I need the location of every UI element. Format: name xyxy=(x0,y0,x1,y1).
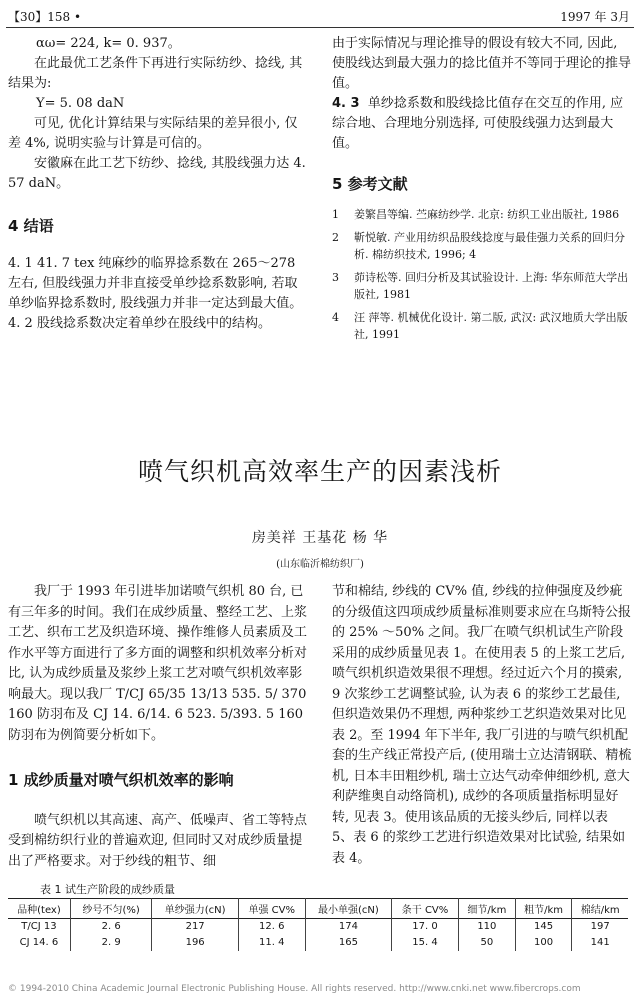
page-header-left: 【30】158 • xyxy=(8,10,82,24)
reference-item xyxy=(332,269,632,303)
table-cell: 145 xyxy=(515,919,572,936)
reference-number: 1 xyxy=(332,208,339,221)
paragraph: 安徽麻在此工艺下纺纱、捻线, 其股线强力达 4. 57 daN。 xyxy=(8,156,306,191)
reference-item xyxy=(332,229,632,263)
section-heading: 1 成纱质量对喷气织机效率的影响 xyxy=(8,771,234,789)
article-title: 喷气织机高效率生产的因素浅析 xyxy=(137,457,502,486)
reference-number: 3 xyxy=(332,271,339,284)
reference-text: 汪 萍等. 机械优化设计. 第二版, 武汉: 武汉地质大学出版社, 1991 xyxy=(354,311,628,341)
paragraph: 节和棉结, 纱线的 CV% 值, 纱线的拉伸强度及纱疵的分级值这四项成纱质量标准则要求应在乌斯特公报的 25% ～50% 之间。我厂在喷气织机试生产阶段采用的成纱质量见表 1。在使用表 5 的上浆工艺后, 喷气织机织造效果很不理想。经过近六个月的摸索, 9 次浆纱工艺调整试验, 认为表 6 的浆纱工艺最佳, 但织造效果仍不理想, 两种浆纱工艺织造效果对比见表 2。至 1994 年下半年, 我厂引进的与喷气织机配套的生产线正常投产后, (使用瑞士立达清钢联、精梳机, 日本丰田粗纱机, 瑞士立达气动牵伸细纱机, 意大利萨维奥自动络筒机), 成纱的各项质量指标明显好转, 见表 3。使用该品质的无接头纱后, 同样以表 5、表 6 的浆纱工艺进行织造效果对比试验, 结果如表 4。 xyxy=(332,584,632,866)
table-header-cell: 粗节/km xyxy=(515,899,572,919)
page-header-right: 1997 年 3月 xyxy=(560,10,630,24)
yarn-quality-table xyxy=(8,898,628,951)
table-cell: 165 xyxy=(305,935,391,951)
reference-item xyxy=(332,309,632,343)
table-cell: 17. 0 xyxy=(392,919,459,936)
table-cell: 196 xyxy=(152,935,238,951)
prev-article-left-column xyxy=(8,34,310,334)
reference-text: 靳悦敏. 产业用纺织品股线捻度与最佳强力关系的回归分析. 棉纺织技术, 1996; 4 xyxy=(354,231,625,261)
table-caption: 表 1 试生产阶段的成纱质量 xyxy=(40,883,175,896)
table-cell: 12. 6 xyxy=(238,919,305,936)
article-left-column xyxy=(8,582,310,872)
table-cell: T/CJ 13 xyxy=(21,921,57,932)
paragraph: 在此最优工艺条件下再进行实际纺纱、捻线, 其结果为: xyxy=(8,56,303,91)
reference-list xyxy=(332,206,632,343)
table-header-cell: 条干 CV% xyxy=(392,899,459,919)
table-header-row xyxy=(8,899,628,919)
table-cell: 217 xyxy=(152,919,238,936)
table-cell: CJ 14. 6 xyxy=(19,937,59,948)
table-header-cell: 棉结/km xyxy=(572,899,628,919)
conclusion-4-2: 4. 2 股线捻系数决定着单纱在股线中的结构。 xyxy=(8,316,271,331)
article-right-column xyxy=(332,582,632,869)
clause-number: 4. 3 xyxy=(332,96,360,111)
section-heading: 4 结语 xyxy=(8,217,54,235)
formula-line: αω= 224, k= 0. 937。 xyxy=(36,36,181,51)
table-header-cell: 品种(tex) xyxy=(17,905,61,916)
table-cell: 2. 9 xyxy=(70,935,152,951)
result-line: Y= 5. 08 daN xyxy=(36,96,125,111)
table-header-cell: 单纱强力(cN) xyxy=(152,899,238,919)
reference-item xyxy=(332,206,632,223)
table-header-cell: 纱号不匀(%) xyxy=(70,899,152,919)
prev-article-right-column xyxy=(332,34,632,343)
table-cell: 174 xyxy=(305,919,391,936)
conclusion-4-1: 4. 1 41. 7 tex 纯麻纱的临界捻系数在 265～278 左右, 但股线强力并非直接受单纱捻系数影响, 若取单纱临界捻系数时, 股线强力并非一定达到最大值。 xyxy=(8,256,303,311)
intro-paragraph: 我厂于 1993 年引进毕加诺喷气织机 80 台, 已有三年多的时间。我们在成纱质量、整经工艺、上浆工艺、织布工艺及织造环境、操作维修人员素质及工作水平等方面进行了多方面的调整和织机效率分析对比, 认为成纱质量及浆纱上浆工艺对喷气织机效率影响最大。现以我厂 T/CJ 65/35 13/13 535. 5/ 370 160 防羽布及 CJ 14. 6/14. 6 523. 5/393. 5 160 防羽布为例简要分析如下。 xyxy=(8,584,308,743)
header-rule xyxy=(6,27,634,28)
table-cell: 15. 4 xyxy=(392,935,459,951)
references-heading: 5 参考文献 xyxy=(332,175,408,193)
table-cell: 110 xyxy=(459,919,516,936)
table-header-cell: 单强 CV% xyxy=(238,899,305,919)
article-authors: 房美祥 王基花 杨 华 xyxy=(251,530,389,546)
copyright-footer: © 1994-2010 China Academic Journal Electronic Publishing House. All rights reserved. http://www.cnki.net www.fibercrops.com xyxy=(8,984,581,994)
paragraph: 可见, 优化计算结果与实际结果的差异很小, 仅差 4%, 说明实验与计算是可信的。 xyxy=(8,116,298,151)
table-row xyxy=(8,935,628,951)
clause-text: 单纱捻系数和股线捻比值存在交互的作用, 应综合地、合理地分别选择, 可使股线强力达到最大值。 xyxy=(332,96,624,151)
article-affiliation: (山东临沂棉纺织厂) xyxy=(276,559,364,570)
conclusion-4-3 xyxy=(332,94,632,154)
paragraph: 喷气织机以其高速、高产、低噪声、省工等特点受到棉纺织行业的普遍欢迎, 但同时又对成纱质量提出了严格要求。对于纱线的粗节、细 xyxy=(8,812,308,869)
table-header-cell: 最小单强(cN) xyxy=(305,899,391,919)
reference-number: 2 xyxy=(332,231,339,244)
paragraph: 由于实际情况与理论推导的假设有较大不同, 因此, 使股线达到最大强力的捻比值并不等同于理论的推导值。 xyxy=(332,36,632,91)
reference-text: 茆诗松等. 回归分析及其试验设计. 上海: 华东师范大学出版社, 1981 xyxy=(354,271,629,301)
reference-text: 姜繁昌等编. 苎麻纺纱学. 北京: 纺织工业出版社, 1986 xyxy=(354,208,620,221)
table-cell: 100 xyxy=(515,935,572,951)
reference-number: 4 xyxy=(332,311,339,324)
table-cell: 11. 4 xyxy=(238,935,305,951)
table-row xyxy=(8,919,628,936)
table-cell: 50 xyxy=(459,935,516,951)
table-cell: 197 xyxy=(572,919,628,936)
table-cell: 141 xyxy=(572,935,628,951)
table-header-cell: 细节/km xyxy=(459,899,516,919)
table-cell: 2. 6 xyxy=(70,919,152,936)
